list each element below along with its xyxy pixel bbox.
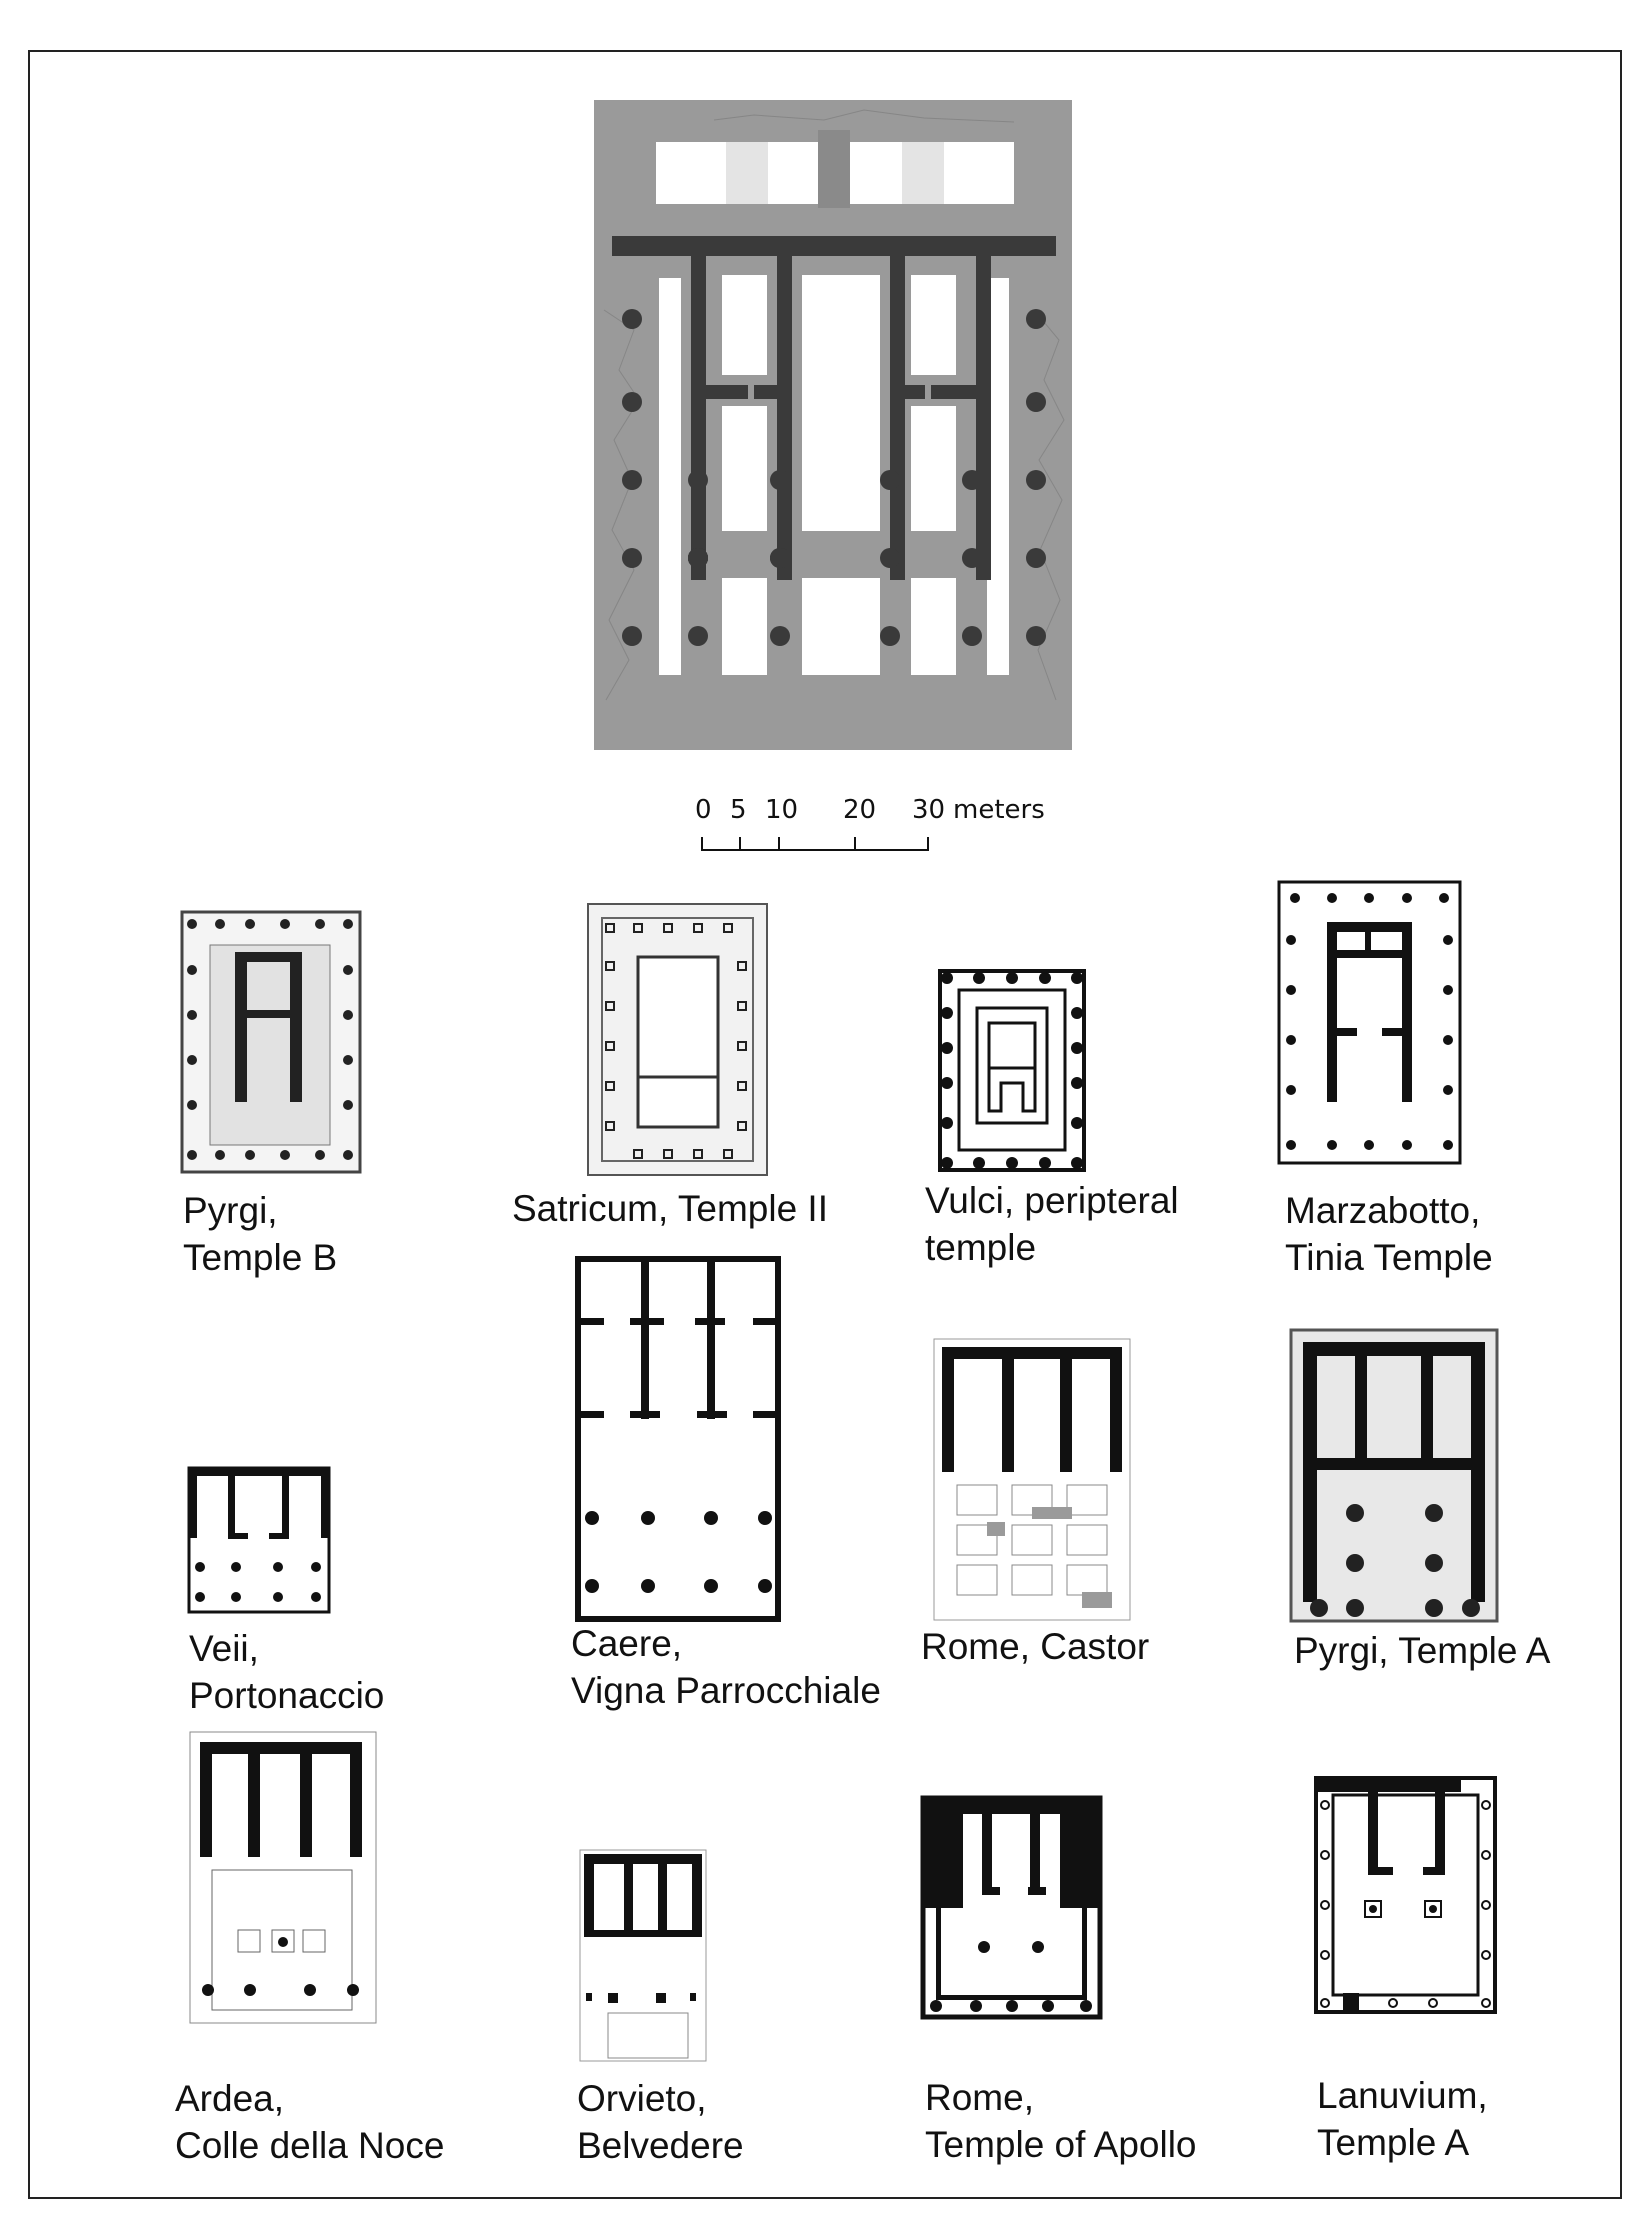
- label-lanuvium-temple-a: Lanuvium, Temple A: [1317, 2075, 1488, 2163]
- label-rome-castor: Rome, Castor: [921, 1626, 1150, 1667]
- scale-tick-20: 20: [843, 795, 877, 825]
- plan-vulci-peripteral-temple: [937, 968, 1087, 1173]
- label-vulci-peripteral-temple: Vulci, peripteral temple: [925, 1180, 1179, 1268]
- plan-rome-temple-of-apollo: [920, 1795, 1103, 2020]
- label-veii-portonaccio: Veii, Portonaccio: [189, 1628, 385, 1716]
- scale-line: [690, 795, 940, 865]
- scale-bar: [690, 795, 1045, 865]
- plan-marzabotto-tinia-temple: [1277, 880, 1462, 1165]
- label-satricum-temple-ii: Satricum, Temple II: [512, 1188, 828, 1229]
- scale-tick-0: 0: [695, 795, 712, 825]
- label-orvieto-belvedere: Orvieto, Belvedere: [577, 2078, 744, 2166]
- plan-orvieto-belvedere: [578, 1848, 708, 2063]
- label-rome-temple-of-apollo: Rome, Temple of Apollo: [925, 2077, 1197, 2165]
- plan-veii-portonaccio: [186, 1465, 332, 1615]
- main-temple-plan: [594, 100, 1072, 750]
- plan-caere-vigna-parrocchiale: [575, 1256, 781, 1622]
- label-pyrgi-temple-b: Pyrgi, Temple B: [183, 1190, 338, 1278]
- label-caere-vigna-parrocchiale: Caere, Vigna Parrocchiale: [571, 1623, 881, 1711]
- plan-satricum-temple-ii: [586, 902, 769, 1177]
- plan-rome-castor: [932, 1337, 1132, 1622]
- scale-unit: meters: [953, 795, 1045, 825]
- label-pyrgi-temple-a: Pyrgi, Temple A: [1294, 1630, 1551, 1671]
- label-ardea-colle-della-noce: Ardea, Colle della Noce: [175, 2078, 445, 2166]
- scale-tick-30: 30: [912, 795, 946, 825]
- scale-tick-5: 5: [730, 795, 747, 825]
- plan-pyrgi-temple-a: [1289, 1328, 1499, 1623]
- plan-ardea-colle-della-noce: [188, 1730, 378, 2025]
- plan-pyrgi-temple-b: [180, 910, 362, 1175]
- scale-tick-10: 10: [765, 795, 799, 825]
- label-marzabotto-tinia-temple: Marzabotto, Tinia Temple: [1285, 1190, 1493, 1278]
- plan-lanuvium-temple-a: [1313, 1775, 1498, 2015]
